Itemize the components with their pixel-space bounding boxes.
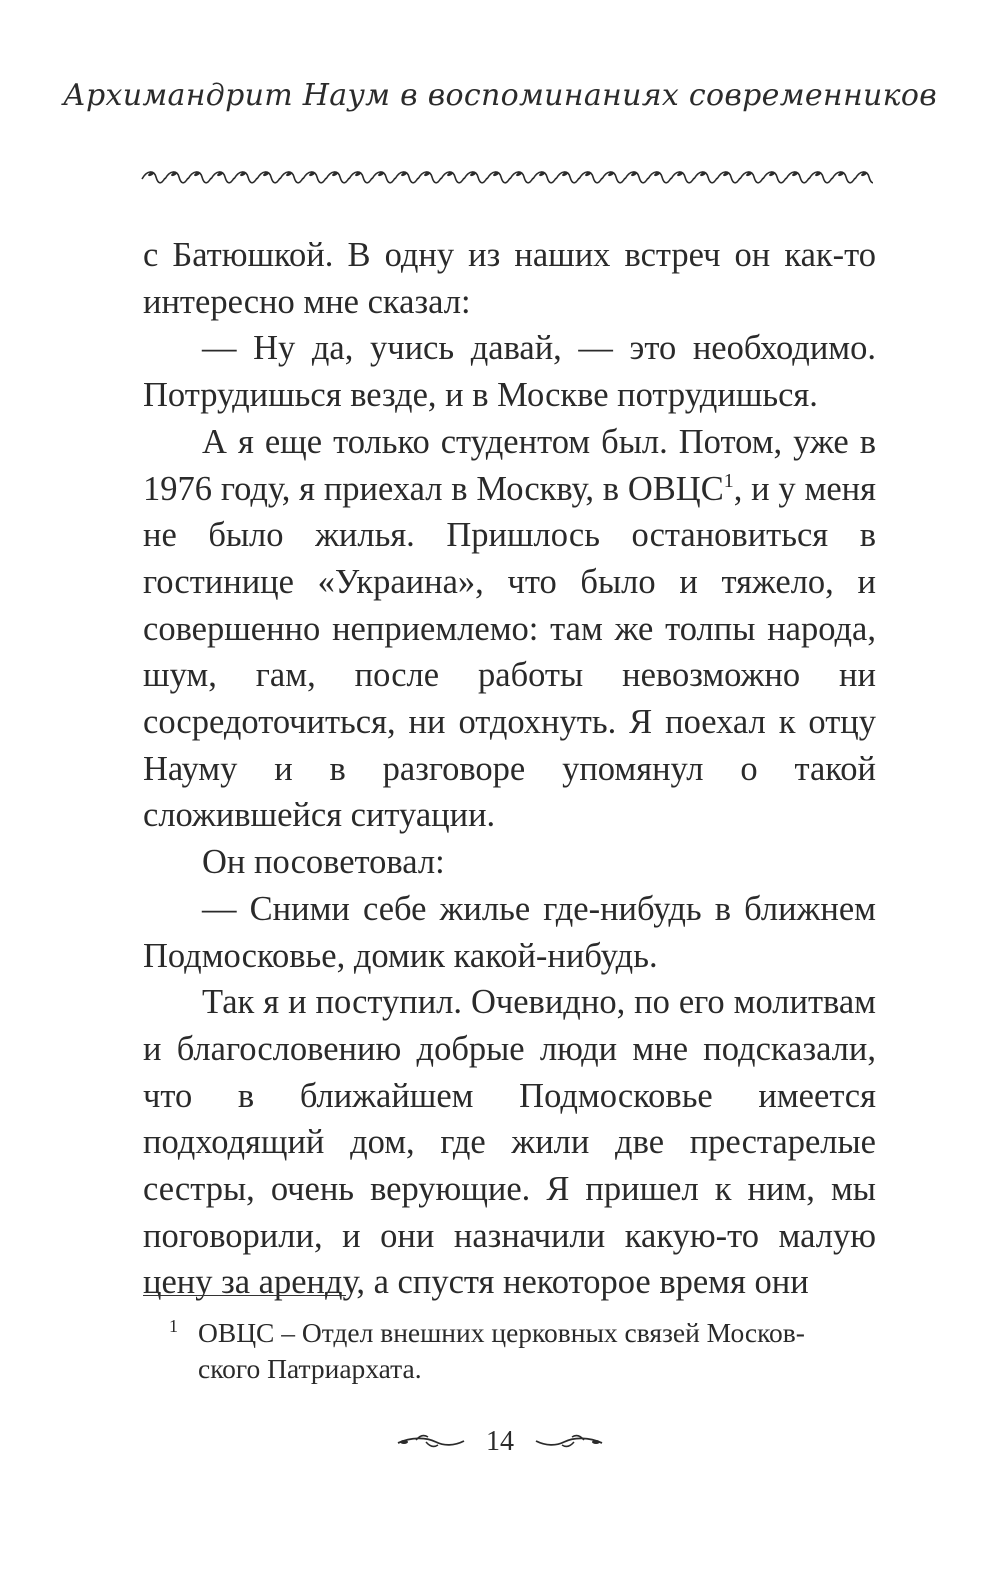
footnote-reference: 1 [723,469,734,492]
vine-ornament-rule [138,166,873,190]
running-head: Архимандрит Наум в воспоминаниях современников [63,78,937,113]
paragraph: Так я и поступил. Очевидно, по его молитвам и благословению добрые люди мне подсказали, что в ближайшем Подмосковье имеется подходящий дом, где жили две престарелые сестры, очень верующие. Я пришел к ним, мы поговорили, и они назначили какую-то малую цену за аренду, а спустя некоторое время они [143,983,876,1302]
footnote-divider [143,1295,346,1296]
page-folio [0,1422,1000,1462]
paragraph: — Сними себе жилье где-нибудь в ближнем Подмосковье, домик какой-нибудь. [143,889,876,975]
footnote-line: ского Патриархата. [198,1353,422,1384]
left-flourish-icon [396,1432,466,1452]
paragraph: — Ну да, учись давай, — это необходимо. Потрудишься везде, и в Москве потрудишься. [143,329,876,415]
paragraph: с Батюшкой. В одну из наших встреч он как-то интересно мне сказал: [143,236,876,321]
footnote-line: 1 ОВЦС – Отдел внешних церковных связей Москов- [169,1316,805,1348]
page-number: 14 [486,1426,514,1457]
paragraph: А я еще только студентом был. Потом, уже в 1976 году, я приехал в Москву, в ОВЦС$^1$, и у меня не было жилья. Пришлось остановиться в гостинице «Украина», что было и тяжело, и совершенно неприемлемо: там же толпы народа, шум, гам, после работы невозможно ни сосредоточиться, ни отдохнуть. Я поехал к отцу Науму и в разговоре упомянул о такой сложившейся ситуации. [143,422,876,835]
right-flourish-icon [534,1432,604,1452]
paragraph: Он посоветовал: [202,843,445,882]
body-text [143,232,876,1306]
footnote [143,1315,876,1387]
